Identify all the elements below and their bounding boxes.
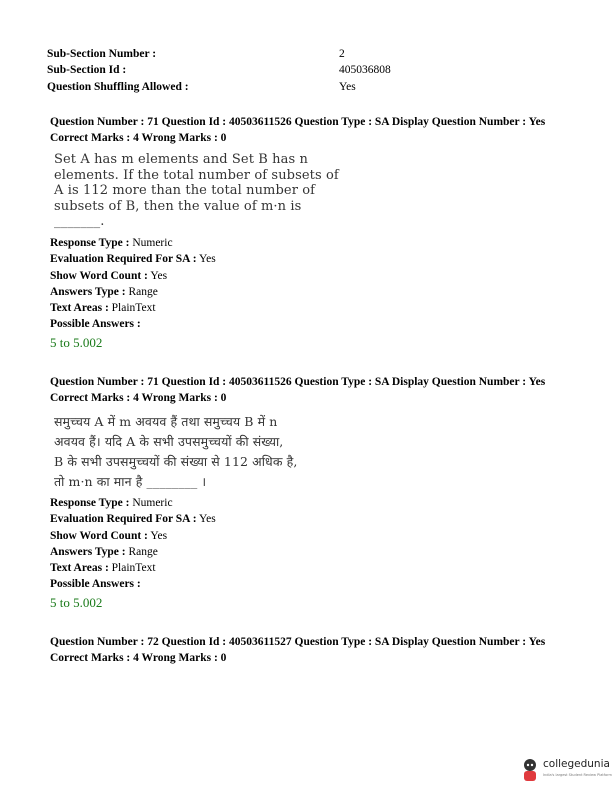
question-header: Question Number : 71 Question Id : 40503611526 Question Type : SA Display Question Number : Yes [50,116,546,128]
detail-row: Show Word Count : Yes [50,269,168,282]
detail-row: Text Areas : PlainText [50,562,156,575]
possible-answer: 5 to 5.002 [50,335,103,350]
meta-label: Question Shuffling Allowed : [47,81,189,93]
logo-name: collegedunia [543,758,610,770]
meta-value: 405036808 [339,64,391,76]
detail-row: Evaluation Required For SA : Yes [50,253,216,266]
detail-row: Possible Answers : [50,318,141,331]
meta-row-shuffling [47,79,356,95]
meta-row-subsection-id [47,62,391,78]
question-header: Question Number : 72 Question Id : 40503611527 Question Type : SA Display Question Number : Yes [50,636,546,648]
collegedunia-logo [520,755,612,785]
question-line: elements. If the total number of subsets of [54,167,339,183]
question-line: अवयव हैं। यदि A के सभी उपसमुच्चयों की संख्या, [54,434,284,449]
question-details [50,235,216,333]
detail-row: Response Type : Numeric [50,497,173,509]
detail-row: Response Type : Numeric [50,237,173,249]
detail-row: Possible Answers : [50,578,141,591]
detail-row: Evaluation Required For SA : Yes [50,513,216,526]
question-header: Question Number : 71 Question Id : 40503611526 Question Type : SA Display Question Number : Yes [50,376,546,388]
meta-row-subsection-number [47,46,345,62]
detail-row: Show Word Count : Yes [50,529,168,542]
question-marks: Correct Marks : 4 Wrong Marks : 0 [50,132,227,144]
detail-row: Text Areas : PlainText [50,302,156,315]
possible-answer: 5 to 5.002 [50,595,103,610]
mascot-icon [520,757,540,783]
question-marks: Correct Marks : 4 Wrong Marks : 0 [50,392,227,404]
question-line: subsets of B, then the value of m·n is [54,198,302,214]
meta-value: Yes [339,81,356,93]
question-line: Set A has m elements and Set B has n [54,152,308,167]
detail-row: Answers Type : Range [50,545,158,558]
logo-tagline: India's largest Student Review Platform [543,773,612,777]
question-line: तो m·n का मान है ________ । [54,474,207,489]
question-text-hindi [54,412,297,492]
question-line: समुच्चय A में m अवयव हैं तथा समुच्चय B में n [54,414,278,429]
meta-label: Sub-Section Id : [47,64,127,76]
question-marks: Correct Marks : 4 Wrong Marks : 0 [50,652,227,664]
question-text-english [54,152,339,230]
question-line: B के सभी उपसमुच्चयों की संख्या से 112 अधिक है, [54,454,298,469]
meta-value: 2 [339,48,345,60]
question-details [50,495,216,593]
question-line: _______. [54,214,105,229]
detail-row: Answers Type : Range [50,285,158,298]
question-line: A is 112 more than the total number of [54,183,316,198]
meta-label: Sub-Section Number : [47,48,157,60]
